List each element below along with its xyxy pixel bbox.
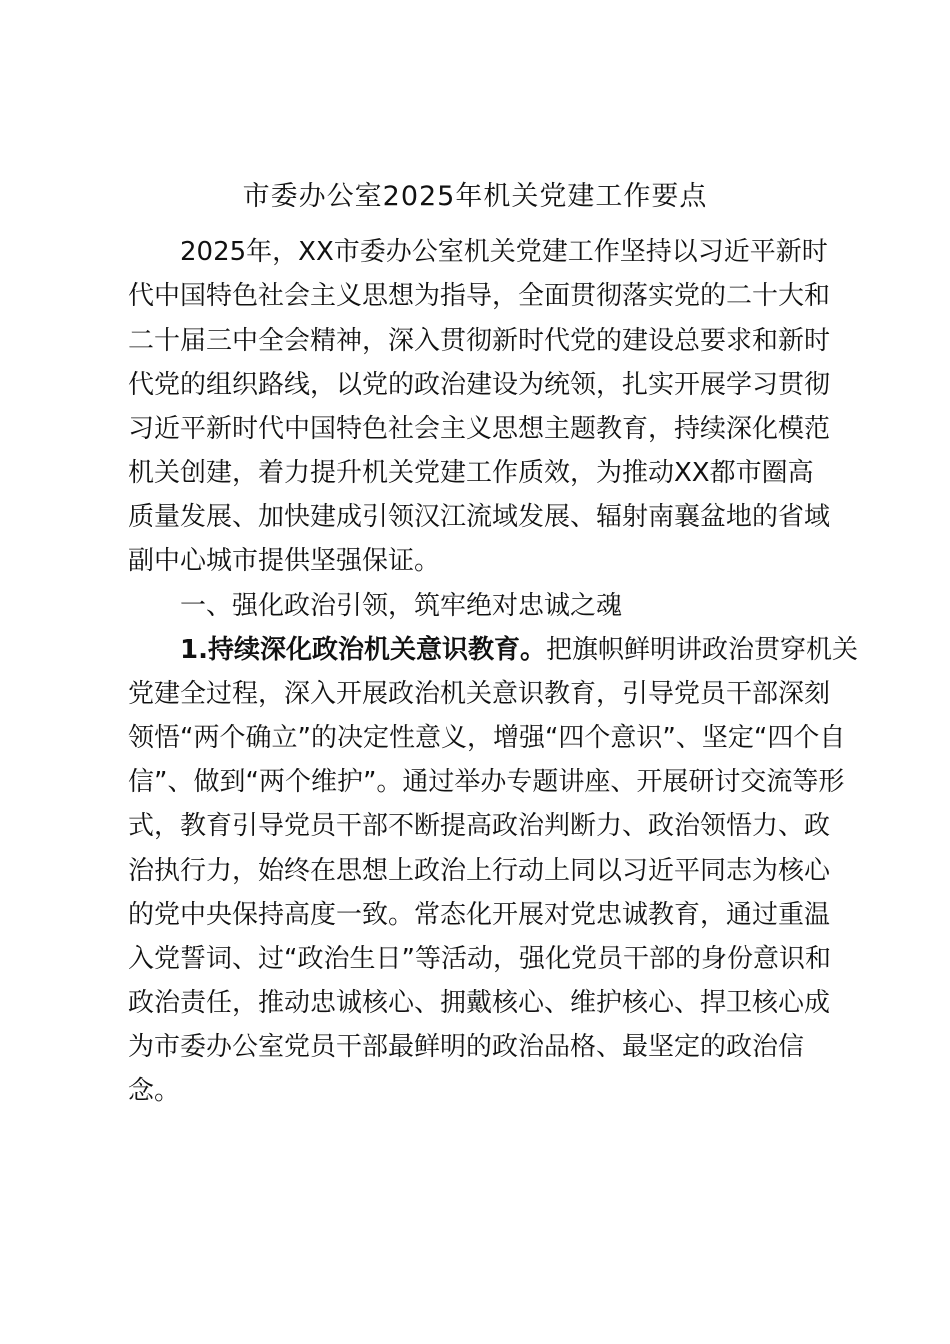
item-line: 入党誓词、过“政治生日”等活动，强化党员干部的身份意识和 xyxy=(128,944,831,974)
document-title: 市委办公室2025年机关党建工作要点 xyxy=(242,181,708,212)
item-line: 为市委办公室党员干部最鲜明的政治品格、最坚定的政治信 xyxy=(128,1032,805,1062)
intro-line: 习近平新时代中国特色社会主义思想主题教育，持续深化模范 xyxy=(128,414,831,444)
item-line: 念。 xyxy=(128,1076,181,1106)
item-lead: 1.持续深化政治机关意识教育。 xyxy=(180,635,546,665)
intro-line: 质量发展、加快建成引领汉江流域发展、辐射南襄盆地的省域 xyxy=(128,502,831,532)
intro-line: 二十届三中全会精神，深入贯彻新时代党的建设总要求和新时 xyxy=(128,326,831,356)
intro-line: 副中心城市提供坚强保证。 xyxy=(128,546,441,576)
intro-line: 2025年，XX市委办公室机关党建工作坚持以习近平新时 xyxy=(180,237,828,267)
item-first-line-text: 把旗帜鲜明讲政治贯穿机关 xyxy=(545,635,858,665)
item-line: 治执行力，始终在思想上政治上行动上同以习近平同志为核心 xyxy=(128,856,831,886)
intro-line: 机关创建，着力提升机关党建工作质效，为推动XX都市圈高 xyxy=(128,458,814,488)
intro-line: 代党的组织路线，以党的政治建设为统领，扎实开展学习贯彻 xyxy=(128,370,831,400)
section-heading: 一、强化政治引领，筑牢绝对忠诚之魂 xyxy=(180,591,623,621)
item-line: 领悟“两个确立”的决定性意义，增强“四个意识”、坚定“四个自 xyxy=(128,723,846,753)
intro-line: 代中国特色社会主义思想为指导，全面贯彻落实党的二十大和 xyxy=(128,281,831,311)
item-line: 信”、做到“两个维护”。通过举办专题讲座、开展研讨交流等形 xyxy=(128,767,845,797)
item-first-line xyxy=(180,630,880,670)
item-line: 政治责任，推动忠诚核心、拥戴核心、维护核心、捍卫核心成 xyxy=(128,988,831,1018)
item-line: 党建全过程，深入开展政治机关意识教育，引导党员干部深刻 xyxy=(128,679,831,709)
item-line: 式，教育引导党员干部不断提高政治判断力、政治领悟力、政 xyxy=(128,811,831,841)
item-line: 的党中央保持高度一致。常态化开展对党忠诚教育，通过重温 xyxy=(128,900,831,930)
